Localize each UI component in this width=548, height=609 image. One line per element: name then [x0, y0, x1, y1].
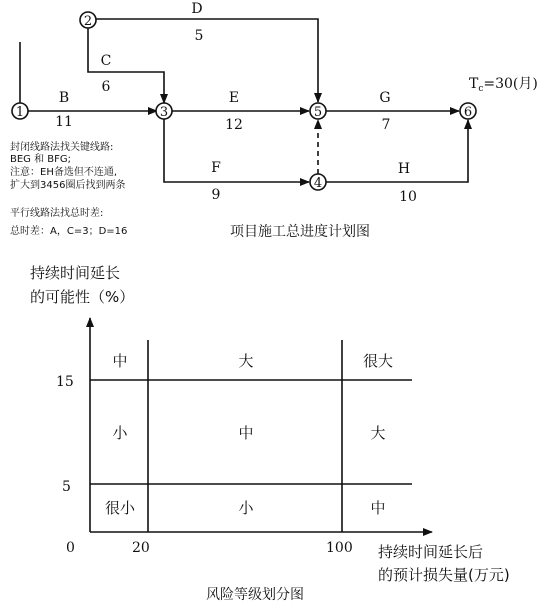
activity-b-duration: 11	[55, 114, 73, 130]
activity-g-name: G	[379, 90, 391, 106]
activity-b-name: B	[58, 90, 70, 106]
activity-g-duration: 7	[381, 117, 391, 133]
node-2-label: 2	[83, 14, 93, 29]
x-tick-100: 100	[326, 540, 353, 556]
note-line-4: 扩大到3456圈后找到两条	[10, 180, 126, 191]
y-tick-15: 15	[56, 374, 74, 390]
cell-mid-right: 大	[370, 424, 386, 442]
x-axis-title-line2: 的预计损失量(万元)	[378, 566, 510, 584]
cell-bottom-left: 很小	[104, 499, 136, 517]
x-tick-20: 20	[132, 540, 150, 556]
note-line-1: 封闭线路法找关键线路:	[10, 142, 114, 153]
tc-subscript: c	[478, 84, 484, 94]
note-line-6: 总时差：A，C=3；D=16	[10, 226, 128, 237]
tc-label	[469, 76, 538, 94]
cell-top-middle: 大	[238, 352, 254, 370]
arrow-c	[88, 28, 164, 103]
note-line-3: 注意：EH备选但不连通,	[10, 167, 118, 178]
y-axis-title-line1: 持续时间延长	[30, 264, 121, 282]
node-5-label: 5	[313, 105, 323, 120]
risk-chart	[30, 264, 510, 603]
y-axis-title-line2: 的可能性（%）	[30, 288, 135, 306]
activity-c-name: C	[100, 53, 112, 69]
activity-c-duration: 6	[101, 79, 111, 95]
activity-h-duration: 10	[399, 189, 417, 205]
cell-bottom-middle: 小	[238, 499, 254, 517]
node-1-label: 1	[15, 105, 25, 120]
activity-d-name: D	[191, 1, 203, 17]
activity-f-duration: 9	[211, 187, 221, 203]
origin-label: 0	[66, 540, 75, 556]
analysis-notes	[10, 140, 127, 237]
node-4-label: 4	[313, 176, 323, 191]
activity-h-name: H	[397, 161, 411, 177]
risk-caption: 风险等级划分图	[206, 587, 304, 603]
node-6-label: 6	[463, 105, 473, 120]
activity-f-name: F	[211, 160, 221, 176]
node-3-label: 3	[159, 105, 169, 120]
cell-top-right: 很大	[362, 352, 394, 370]
y-tick-5: 5	[62, 479, 71, 495]
activity-e-duration: 12	[225, 117, 243, 133]
activity-e-name: E	[228, 90, 240, 106]
cell-mid-middle: 中	[238, 424, 254, 442]
note-line-2: BEG 和 BFG;	[10, 154, 72, 165]
cell-bottom-right: 中	[370, 499, 386, 517]
cell-mid-left: 小	[112, 424, 128, 442]
note-line-5: 平行线路法找总时差:	[10, 208, 104, 219]
x-axis-title-line1: 持续时间延长后	[378, 543, 484, 561]
activity-d-duration: 5	[194, 28, 204, 44]
tc-value: =30(月)	[483, 76, 538, 92]
arrow-d	[96, 19, 318, 102]
tc-symbol: T	[469, 76, 479, 92]
network-caption: 项目施工总进度计划图	[230, 224, 370, 240]
cell-top-left: 中	[112, 352, 128, 370]
